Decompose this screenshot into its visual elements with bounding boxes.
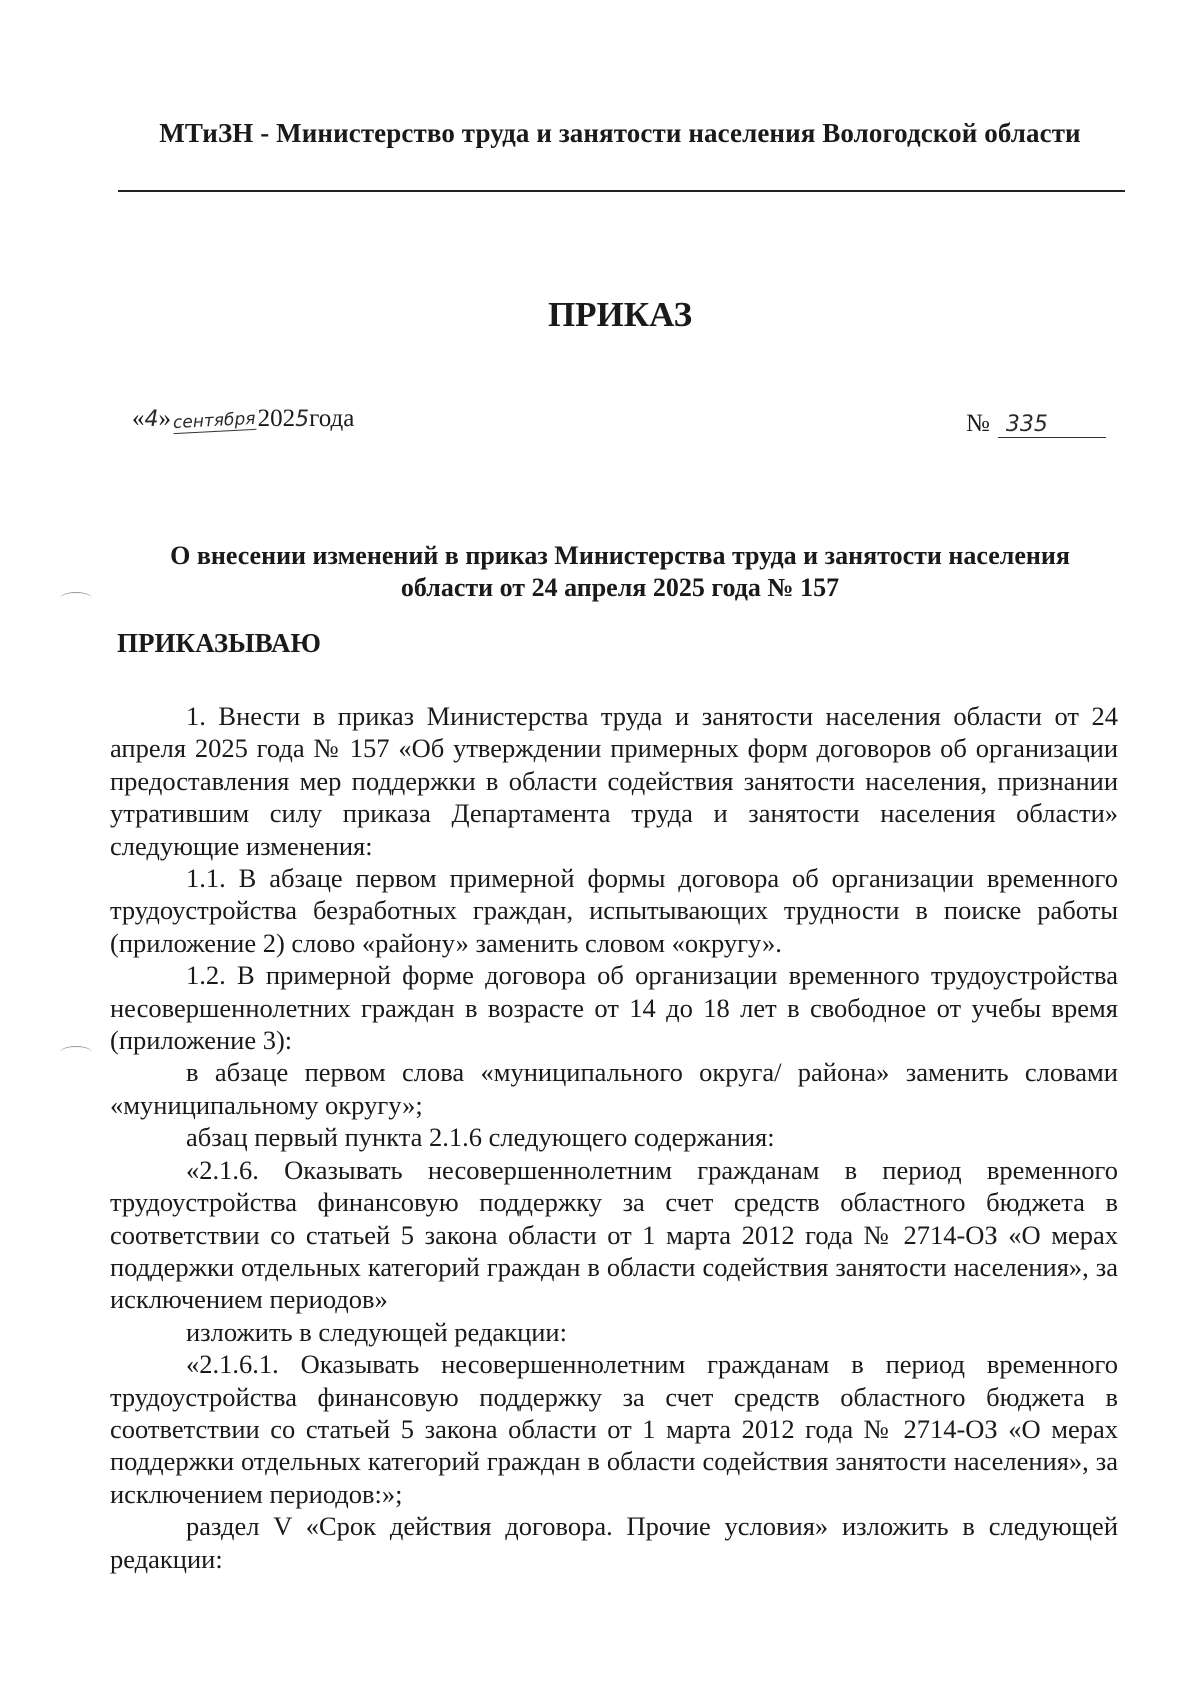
document-type-title: ПРИКАЗ — [547, 295, 693, 334]
order-subject — [120, 540, 1120, 604]
subject-line-2: области от 24 апреля 2025 года № 157 — [400, 573, 840, 602]
subject-line-1: О внесении изменений в приказ Министерства труда и занятости населения — [170, 541, 1070, 570]
body-paragraph: 1. Внести в приказ Министерства труда и занятости населения области от 24 апреля 2025 года № 157 «Об утверждении примерных форм договоров об организации предоставления мер поддержки в области содействия занятости населения, признании утратившим силу приказа Департамента труда и занятости населения области» следующие изменения: — [110, 701, 1118, 861]
date-close-quote: » — [158, 405, 171, 432]
number-label: № — [966, 410, 990, 437]
order-number — [966, 410, 1106, 438]
order-directive: ПРИКАЗЫВАЮ — [117, 628, 321, 658]
date-year-word: года — [309, 405, 355, 432]
body-paragraph: раздел V «Срок действия договора. Прочие условия» изложить в следующей редакции: — [110, 1511, 1118, 1574]
order-date — [132, 405, 354, 433]
date-month-handwritten: сентября — [172, 408, 257, 434]
margin-mark — [60, 592, 92, 605]
body-paragraph: изложить в следующей редакции: — [186, 1316, 567, 1347]
body-paragraph: «2.1.6. Оказывать несовершеннолетним гражданам в период временного трудоустройства финансовую поддержку за счет средств областного бюджета в соответствии со статьей 5 закона области от 1 марта 2012 года № 2714-ОЗ «О мерах поддержки отдельных категорий граждан в области содействия занятости населения», за исключением периодов» — [110, 1154, 1118, 1315]
date-year-suffix-handwritten: 5 — [295, 407, 310, 432]
body-paragraph: 1.2. В примерной форме договора об организации временного трудоустройства несовершеннолетних граждан в возрасте от 14 до 18 лет в свободное от учебы время (приложение 3): — [110, 960, 1118, 1056]
date-day-handwritten: 4 — [144, 407, 159, 432]
body-paragraph: 1.1. В абзаце первом примерной формы договора об организации временного трудоустройства безработных граждан, испытывающих трудности в поиске работы (приложение 2) слово «району» заменить словом «округу». — [110, 863, 1118, 958]
margin-mark — [60, 1046, 92, 1059]
number-value-handwritten: 335 — [998, 412, 1106, 438]
body-paragraph: «2.1.6.1. Оказывать несовершеннолетним гражданам в период временного трудоустройства финансовую поддержку за счет средств областного бюджета в соответствии со статьей 5 закона области от 1 марта 2012 года № 2714-ОЗ «О мерах поддержки отдельных категорий граждан в области содействия занятости населения», за исключением периодов:»; — [110, 1349, 1118, 1509]
body-paragraph: абзац первый пункта 2.1.6 следующего содержания: — [186, 1122, 775, 1153]
organization-header: МТиЗН - Министерство труда и занятости населения Вологодской области — [159, 118, 1081, 148]
order-body — [110, 700, 1118, 1575]
date-open-quote: « — [132, 405, 145, 432]
header-divider — [118, 190, 1125, 192]
body-paragraph: в абзаце первом слова «муниципального округа/ района» заменить словами «муниципальному округу»; — [110, 1057, 1118, 1120]
date-year-prefix: 202 — [257, 405, 296, 432]
